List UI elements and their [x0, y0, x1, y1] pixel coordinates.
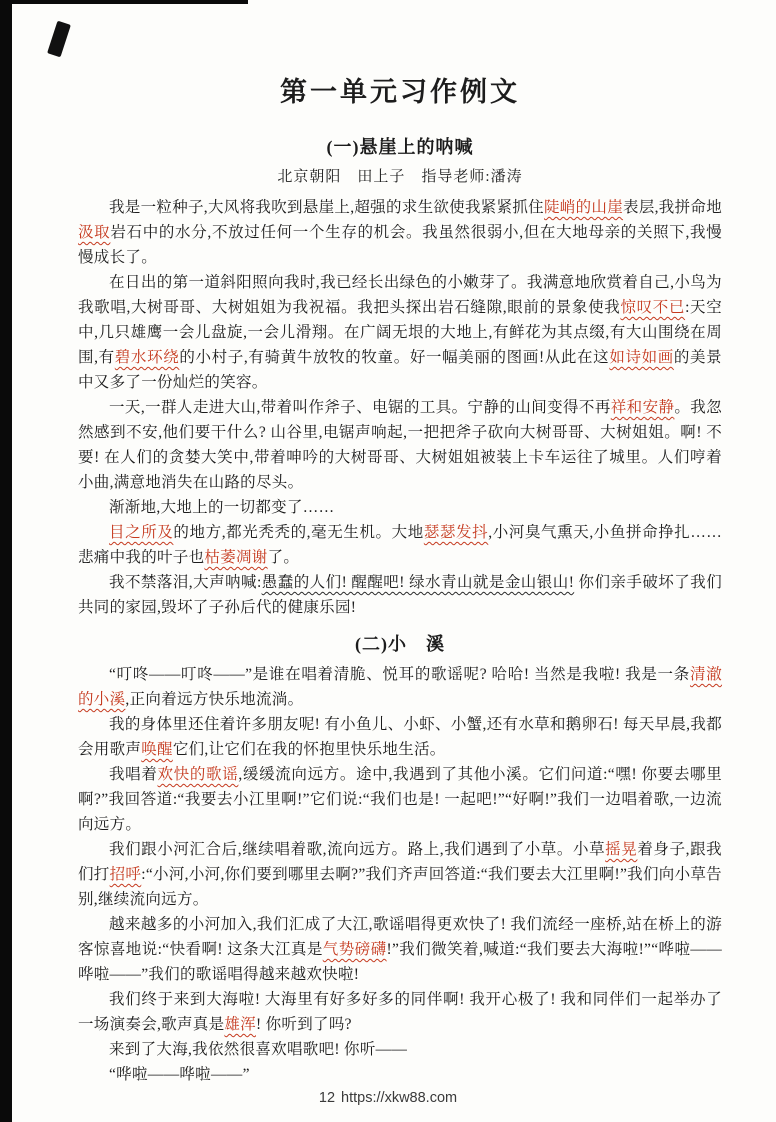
text-run: 。我忽然感到不安,他们要干什么? 山谷里,电锯声响起,一把把斧子砍向大树哥哥、大树姐姐。啊! 不要! 在人们的贪婪大笑中,带着呻吟的大树哥哥、大树姐姐被装上卡车运往了城里。人们哼着小曲,满意地消失在山路的尽头。	[78, 399, 723, 491]
text-run: 的美景中又多了一份灿烂的笑容。	[78, 349, 722, 391]
highlighted-phrase: 汲取	[78, 224, 111, 241]
text-run: 渐渐地,大地上的一切都变了……	[109, 499, 335, 516]
text-run: 我们跟小河汇合后,继续唱着歌,流向远方。路上,我们遇到了小草。小草	[109, 841, 606, 858]
text-run: !”我们微笑着,喊道:“我们要去大海啦!”“哗啦——哗啦——”我们的歌谣唱得越来越欢快啦!	[78, 941, 723, 983]
essay-1-title: (一)悬崖上的呐喊	[326, 137, 474, 157]
highlighted-phrase: 瑟瑟发抖	[423, 524, 489, 541]
highlighted-phrase: 目之所及	[109, 524, 174, 541]
paragraph	[78, 837, 722, 912]
highlighted-phrase: 清澈的小溪	[78, 666, 723, 708]
paragraph	[78, 662, 722, 712]
text-run: 的小村子,有骑黄牛放牧的牧童。好一幅美丽的图画!从此在这	[179, 349, 610, 366]
text-run: 一天,一群人走进大山,带着叫作斧子、电锯的工具。宁静的山间变得不再	[109, 399, 611, 416]
essay-2-title: (二)小 溪	[355, 634, 445, 654]
paragraph	[78, 270, 722, 395]
text-run: 我唱着	[109, 766, 158, 783]
highlighted-phrase: 招呼	[109, 866, 142, 883]
highlighted-phrase: 碧水环绕	[114, 349, 180, 366]
highlighted-phrase: 欢快的歌谣	[157, 766, 239, 783]
essay-1-body	[78, 195, 722, 620]
highlighted-phrase: 如诗如画	[609, 349, 674, 366]
text-run: 了。	[267, 549, 300, 566]
text-run: “叮咚——叮咚——”是谁在唱着清脆、悦耳的歌谣呢? 哈哈! 当然是我啦! 我是一条	[109, 666, 690, 683]
page-number: 12	[318, 1090, 336, 1106]
text-run: 的地方,都光秃秃的,毫无生机。大地	[173, 524, 424, 541]
highlighted-phrase: 枯萎凋谢	[204, 549, 268, 566]
paragraph	[78, 712, 722, 762]
essay-1	[78, 133, 722, 620]
highlighted-phrase: 陡峭的山崖	[544, 199, 624, 216]
highlighted-phrase: 唤醒	[141, 741, 173, 758]
source-url: https://xkw88.com	[341, 1090, 458, 1106]
text-run: ,小河臭气熏天,小鱼拼命挣扎……悲痛中我的叶子也	[78, 524, 723, 566]
essay-1-byline: 北京朝阳 田上子 指导老师:潘涛	[277, 169, 523, 185]
text-run: 越来越多的小河加入,我们汇成了大江,歌谣唱得更欢快了! 我们流经一座桥,站在桥上的游客惊喜地说:“快看啊! 这条大江真是	[78, 916, 722, 958]
paragraph	[78, 912, 722, 987]
scan-artifact-left-edge	[0, 0, 12, 1122]
paragraph	[78, 987, 722, 1037]
highlighted-phrase: 雄浑	[224, 1016, 256, 1033]
page-content	[78, 70, 722, 1087]
page-title: 第一单元习作例文	[280, 77, 520, 107]
text-run: :天空中,几只雄鹰一会儿盘旋,一会儿滑翔。在广阔无垠的大地上,有鲜花为其点缀,有大山围绕在周围,有	[78, 299, 722, 366]
highlighted-phrase: 摇晃	[605, 841, 638, 858]
underlined-phrase: 愚蠢的人们! 醒醒吧! 绿水青山就是金山银山!	[261, 574, 575, 591]
page-footer	[0, 1090, 776, 1106]
text-run: 着身子,跟我们打	[78, 841, 722, 883]
text-run: 在日出的第一道斜阳照向我时,我已经长出绿色的小嫩芽了。我满意地欣赏着自己,小鸟为我歌唱,大树哥哥、大树姐姐为我祝福。我把头探出岩石缝隙,眼前的景象使我	[78, 274, 722, 316]
text-run: 表层,我拼命地	[623, 199, 722, 216]
text-run: ,缓缓流向远方。途中,我遇到了其他小溪。它们问道:“嘿! 你要去哪里啊?”我回答道:“我要去小江里啊!”它们说:“我们也是! 一起吧!”“好啊!”我们一边唱着歌,一边流向远方。	[78, 766, 722, 833]
essay-2	[78, 630, 722, 1087]
paragraph	[78, 570, 722, 620]
scan-artifact-speck	[47, 21, 71, 58]
paragraph	[78, 1062, 722, 1087]
text-run: 来到了大海,我依然很喜欢唱歌吧! 你听——	[109, 1041, 408, 1058]
highlighted-phrase: 惊叹不已	[620, 299, 686, 316]
paragraph	[78, 1037, 722, 1062]
paragraph	[78, 520, 722, 570]
text-run: 我不禁落泪,大声呐喊:	[109, 574, 262, 591]
text-run: 我的身体里还住着许多朋友呢! 有小鱼儿、小虾、小蟹,还有水草和鹅卵石! 每天早晨,我都会用歌声	[78, 716, 722, 758]
text-run: ,正向着远方快乐地流淌。	[125, 691, 304, 708]
scan-artifact-top-edge	[0, 0, 248, 4]
text-run: 我是一粒种子,大风将我吹到悬崖上,超强的求生欲使我紧紧抓住	[109, 199, 544, 216]
highlighted-phrase: 祥和安静	[610, 399, 675, 416]
text-run: 你们亲手破坏了我们共同的家园,毁坏了子孙后代的健康乐园!	[78, 574, 722, 616]
paragraph	[78, 395, 722, 495]
text-run: ! 你听到了吗?	[256, 1016, 352, 1033]
text-run: “哗啦——哗啦——”	[109, 1066, 250, 1083]
text-run: 我们终于来到大海啦! 大海里有好多好多的同伴啊! 我开心极了! 我和同伴们一起举办了一场演奏会,歌声真是	[78, 991, 722, 1033]
essay-2-body	[78, 662, 722, 1087]
text-run: 它们,让它们在我的怀抱里快乐地生活。	[172, 741, 446, 758]
paragraph	[78, 195, 722, 270]
text-run: 岩石中的水分,不放过任何一个生存的机会。我虽然很弱小,但在大地母亲的关照下,我慢慢成长了。	[78, 224, 722, 266]
paragraph	[78, 495, 722, 520]
highlighted-phrase: 气势磅礴	[322, 941, 387, 958]
paragraph	[78, 762, 722, 837]
text-run: :“小河,小河,你们要到哪里去啊?”我们齐声回答道:“我们要去大江里啊!”我们向小草告别,继续流向远方。	[78, 866, 722, 908]
